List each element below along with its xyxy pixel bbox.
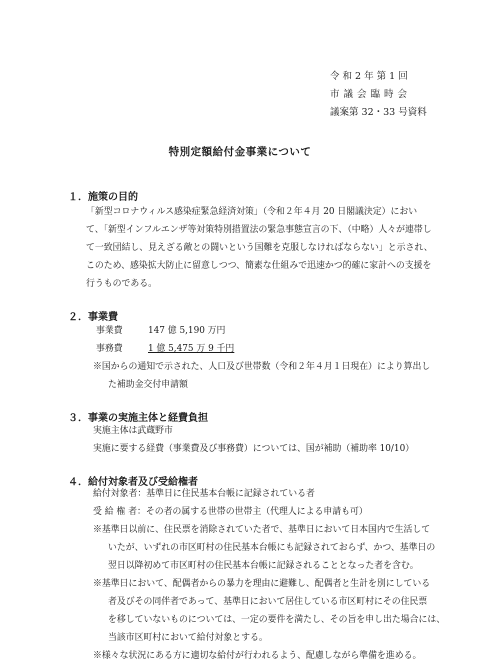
budget-value-admin: 1 億 5,475 万 9 千円	[148, 344, 235, 354]
note-3-line: ※様々な状況にある方に適切な給付が行われるよう、配慮しながら準備を進める。	[93, 651, 422, 661]
note-2-line: 当該市区町村において給付対象とする。	[108, 633, 268, 643]
note-2-line: を移していないものについては、一定の要件を満たし、その旨を申し出た場合には、	[108, 615, 446, 625]
budget-value-project: 147 億 5,190 万円	[148, 326, 226, 336]
header-bill-ref: 議案第 32・33 号資料	[330, 107, 427, 118]
note-1-line: 翌日以降初めて市区町村の住民基本台帳に記録されることとなった者を含む。	[108, 561, 419, 571]
section-4-heading: ４．給付対象者及び受給権者	[68, 477, 198, 488]
section-1-heading: １．施策の目的	[68, 192, 138, 203]
section-1-line: て一致団結し、見えざる敵との闘いという国難を克服しなければならない」と示され、	[86, 243, 433, 253]
document-title: 特別定額給付金事業について	[168, 146, 312, 158]
section-1-line: 行うものである。	[86, 279, 157, 289]
budget-note-line: ※国からの通知で示された、人口及び世帯数（令和２年４月１日現在）により算出し	[93, 362, 431, 372]
note-1-line: ※基準日以前に、住民票を消除されていた者で、基準日において日本国内で生活して	[93, 525, 431, 535]
budget-label-admin: 事務費	[96, 344, 123, 354]
section-3-heading: ３．事業の実施主体と経費負担	[68, 413, 208, 424]
note-1-line: いたが、いずれの市区町村の住民基本台帳にも記録されておらず、かつ、基準日の	[108, 543, 436, 553]
eligibility-line: 受 給 権 者：その者の属する世帯の世帯主（代理人による申請も可）	[93, 507, 368, 517]
section-2-heading: ２．事業費	[68, 312, 118, 323]
header-council: 市議会臨時会	[330, 89, 412, 100]
eligibility-line: 給付対象者：基準日に住民基本台帳に記録されている者	[93, 489, 315, 499]
header-session: 令 和 2 年 第 1 回	[330, 71, 408, 82]
section-3-line: 実施に要する経費（事業費及び事務費）については、国が補助（補助率 10/10）	[93, 444, 415, 454]
budget-label-project: 事業費	[96, 326, 123, 336]
note-2-line: 者及びその同伴者であって、基準日において居住している市区町村にその住民票	[108, 597, 428, 607]
section-1-line: て、「新型インフルエンザ等対策特別措置法の緊急事態宣言の下、（中略）人々が連帯し	[86, 225, 432, 235]
budget-note-line: た補助金交付申請額	[108, 380, 188, 390]
note-2-line: ※基準日において、配偶者からの暴力を理由に避難し、配偶者と生計を別にしている	[93, 579, 431, 589]
section-1-line: このため、感染拡大防止に留意しつつ、簡素な仕組みで迅速かつ的確に家計への支援を	[86, 261, 432, 271]
section-3-line: 実施主体は武蔵野市	[93, 426, 173, 436]
section-1-line: 「新型コロナウィルス感染症緊急経済対策」（令和２年４月 20 日閣議決定）におい	[86, 207, 418, 217]
